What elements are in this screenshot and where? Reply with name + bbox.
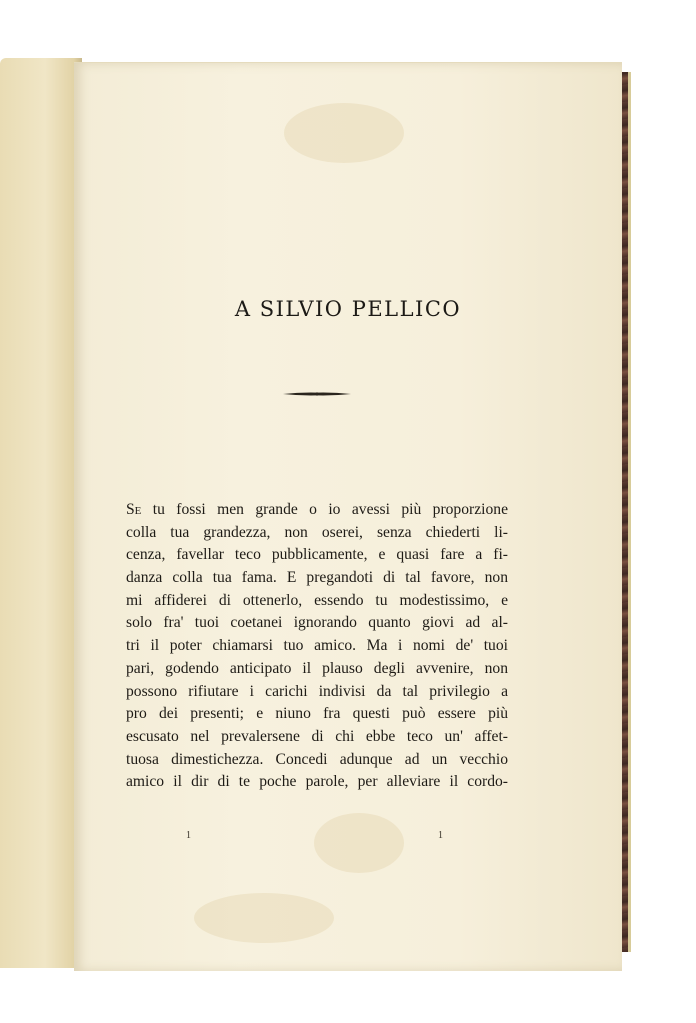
- text-line: colla tua grandezza, non oserei, senza chiederti li-: [126, 523, 508, 541]
- text-line: amico il dir di te poche parole, per alleviare il cordo-: [126, 773, 508, 791]
- text-line: mi affiderei di ottenerlo, essendo tu modestissimo, e: [126, 591, 508, 609]
- text-line: solo fra' tuoi coetanei ignorando quanto giovi ad al-: [126, 614, 508, 632]
- dedication-text: [126, 499, 508, 794]
- signature-mark-left: 1: [186, 830, 191, 841]
- ornament-rule-icon: [282, 389, 352, 399]
- text-line: tuosa dimestichezza. Concedi adunque ad un vecchio: [126, 750, 508, 768]
- text-line: escusato nel prevalersene di chi ebbe teco un' affet-: [126, 727, 508, 745]
- text-line: possono rifiutare i carichi indivisi da tal privilegio a: [126, 682, 508, 700]
- paper-stain: [194, 893, 334, 943]
- text-line: pro dei presenti; e niuno fra questi può essere più: [126, 705, 508, 723]
- text-line: [126, 499, 508, 522]
- page-title: A SILVIO PELLICO: [234, 297, 462, 321]
- left-page-edge: [0, 58, 82, 968]
- dropcap: Se: [126, 501, 142, 518]
- text-line: cenza, favellar teco pubblicamente, e quasi fare a fi-: [126, 546, 508, 564]
- book-page: [74, 62, 622, 971]
- paper-stain: [284, 103, 404, 163]
- line-text: tu fossi men grande o io avessi più proporzione: [141, 501, 508, 518]
- text-line: tri il poter chiamarsi tuo amico. Ma i nomi de' tuoi: [126, 637, 508, 655]
- text-line: pari, godendo anticipato il plauso degli avvenire, non: [126, 659, 508, 677]
- signature-mark-right: 1: [438, 830, 443, 841]
- paper-stain: [314, 813, 404, 873]
- text-line: danza colla tua fama. E pregandoti di tal favore, non: [126, 569, 508, 587]
